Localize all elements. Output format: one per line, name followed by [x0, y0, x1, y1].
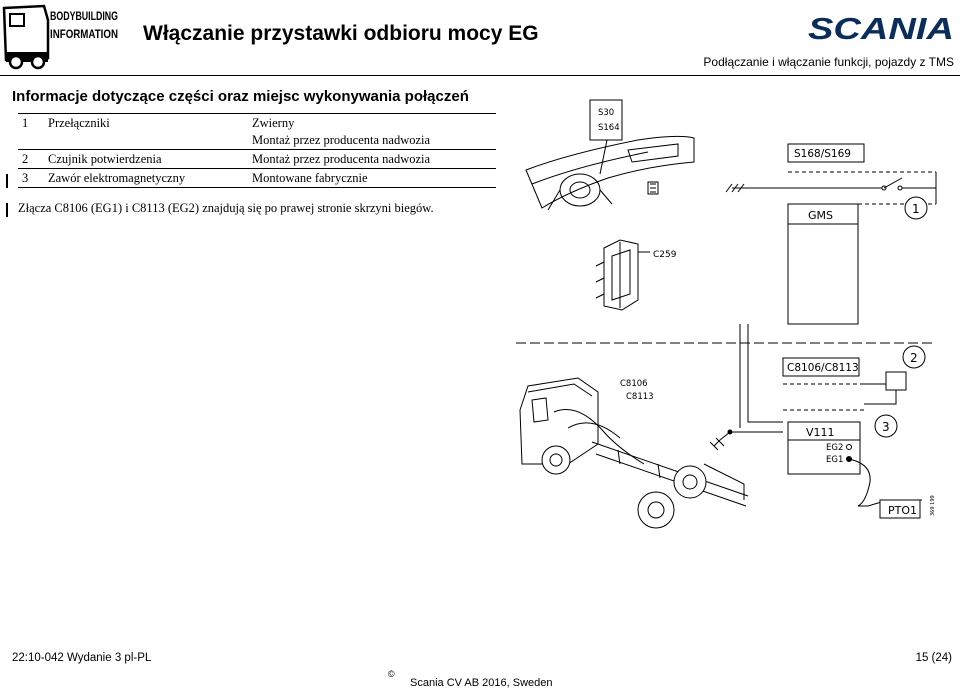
table-row: [18, 169, 496, 188]
bodybuilding-information-logo: [0, 0, 122, 72]
callout-3: 3: [882, 420, 890, 434]
brand-text: SCANIA: [808, 11, 954, 46]
part-detail: Zwierny: [252, 116, 295, 130]
part-name: Przełączniki: [44, 114, 248, 150]
box-gms: GMS: [808, 209, 833, 222]
section-heading: Informacje dotyczące części oraz miejsc wykonywania połączeń: [12, 88, 469, 105]
table-row: [18, 114, 496, 150]
page-title: Włączanie przystawki odbioru mocy EG: [143, 22, 539, 45]
truck-label-c8113: C8113: [626, 392, 654, 402]
copyright-symbol: ©: [388, 669, 395, 679]
logo-text-bottom: INFORMATION: [50, 27, 118, 41]
part-name: Zawór elektromagnetyczny: [44, 169, 248, 188]
dashboard-illustration: [526, 100, 694, 210]
part-detail: Montaż przez producenta nadwozia: [252, 133, 431, 147]
change-bar: [6, 174, 8, 188]
part-location: [248, 114, 496, 150]
eg1-label: EG1: [826, 455, 844, 465]
row-number: 2: [18, 150, 44, 169]
change-bar: [6, 203, 8, 217]
callout-2: 2: [910, 351, 918, 365]
truck-label-c8106: C8106: [620, 379, 648, 389]
page-subtitle: Podłączanie i włączanie funkcji, pojazdy z TMS: [703, 55, 954, 69]
parts-table: [18, 113, 496, 188]
dash-label-s164: S164: [598, 123, 620, 133]
row-number: 1: [18, 114, 44, 150]
box-pto1: PTO1: [888, 504, 918, 517]
page-number: 15 (24): [915, 652, 952, 664]
box-c8106-c8113: C8106/C8113: [787, 362, 859, 374]
connector-note: Złącza C8106 (EG1) i C8113 (EG2) znajdują się po prawej stronie skrzyni biegów.: [18, 201, 434, 215]
box-v111: V111: [806, 426, 835, 439]
document-reference: 22:10-042 Wydanie 3 pl-PL: [12, 652, 152, 664]
logo-text-top: BODYBUILDING: [50, 9, 118, 23]
part-detail: Montowane fabrycznie: [248, 169, 496, 188]
dash-label-s30: S30: [598, 108, 615, 118]
box-s168-s169: S168/S169: [794, 148, 851, 160]
table-row: [18, 150, 496, 169]
part-detail: Montaż przez producenta nadwozia: [248, 150, 496, 169]
part-name: Czujnik potwierdzenia: [44, 150, 248, 169]
row-number: 3: [18, 169, 44, 188]
eg2-label: EG2: [826, 443, 844, 453]
connector-c259-label: C259: [653, 250, 677, 260]
callout-1: 1: [912, 202, 920, 216]
wiring-diagram: [508, 92, 954, 522]
diagram-ref-number: 369 199: [930, 495, 936, 516]
copyright-text: Scania CV AB 2016, Sweden: [410, 677, 553, 689]
header-divider: [0, 75, 960, 76]
scania-logo: [808, 11, 954, 46]
connector-c259-illustration: [596, 240, 638, 310]
